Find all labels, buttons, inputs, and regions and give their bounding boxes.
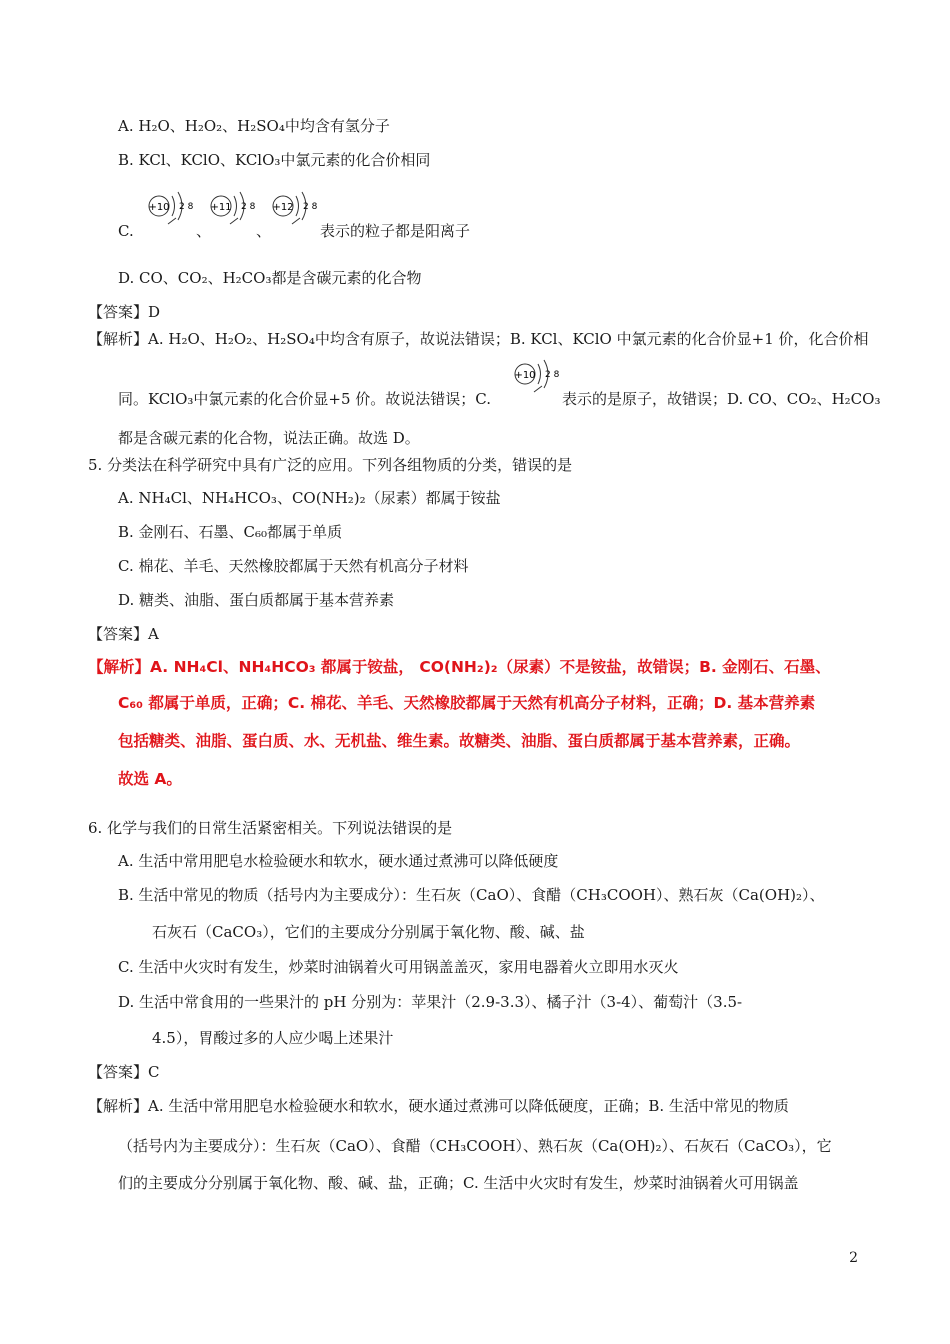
q5-stem: 5. 分类法在科学研究中具有广泛的应用。下列各组物质的分类，错误的是 (88, 456, 573, 474)
q4-explanation-line-3: 都是含碳元素的化合物，说法正确。故选 D。 (118, 429, 420, 447)
q5-explanation-line-4: 故选 A。 (118, 770, 182, 788)
atom-structure-diagram (146, 190, 196, 232)
atom-nucleus-label: +10 (148, 202, 170, 213)
q4-answer: 【答案】D (88, 303, 161, 321)
q6-answer: 【答案】C (88, 1063, 160, 1081)
atom-nucleus-label: +11 (210, 202, 232, 213)
q5-answer: 【答案】A (88, 625, 159, 643)
atom-nucleus-label: +10 (514, 370, 536, 381)
q4-option-c-label: C. (118, 222, 134, 240)
q4-option-c-text: 表示的粒子都是阳离子 (320, 222, 471, 240)
atom-nucleus-label: +12 (272, 202, 294, 213)
q5-option-a: A. NH₄Cl、NH₄HCO₃、CO(NH₂)₂（尿素）都属于铵盐 (118, 489, 501, 507)
q5-explanation-line-1: 【解析】A. NH₄Cl、NH₄HCO₃ 都属于铵盐， CO(NH₂)₂（尿素）不是铵盐，故错误；B. 金刚石、石墨、 (88, 658, 831, 676)
q6-option-d-line-2: 4.5），胃酸过多的人应少喝上述果汁 (152, 1029, 394, 1047)
atom-shell-label: 2 8 (545, 370, 560, 380)
q4-option-c-separator: 、 (256, 222, 272, 240)
atom-shell-label: 2 8 (179, 202, 194, 212)
q6-option-b-line-1: B. 生活中常见的物质（括号内为主要成分）：生石灰（CaO）、食醋（CH₃COOH）、熟石灰（Ca(OH)₂）、 (118, 886, 825, 904)
page-number: 2 (849, 1250, 858, 1266)
q4-option-c-separator: 、 (196, 222, 212, 240)
q6-explanation-line-2: （括号内为主要成分）：生石灰（CaO）、食醋（CH₃COOH）、熟石灰（Ca(OH)₂）、石灰石（CaCO₃），它 (118, 1137, 832, 1155)
q6-option-b-line-2: 石灰石（CaCO₃），它们的主要成分分别属于氧化物、酸、碱、盐 (152, 923, 585, 941)
q4-option-b: B. KCl、KClO、KClO₃中氯元素的化合价相同 (118, 151, 431, 169)
q6-option-c: C. 生活中火灾时有发生，炒菜时油锅着火可用锅盖盖灭，家用电器着火立即用水灭火 (118, 958, 679, 976)
q6-explanation-line-1: 【解析】A. 生活中常用肥皂水检验硬水和软水，硬水通过煮沸可以降低硬度，正确；B. 生活中常见的物质 (88, 1097, 789, 1115)
q5-explanation-line-2: C₆₀ 都属于单质，正确；C. 棉花、羊毛、天然橡胶都属于天然有机高分子材料，正确；D. 基本营养素 (118, 694, 816, 712)
q5-explanation-line-3: 包括糖类、油脂、蛋白质、水、无机盐、维生素。故糖类、油脂、蛋白质都属于基本营养素，正确。 (118, 732, 801, 750)
q4-explanation-line-1: 【解析】A. H₂O、H₂O₂、H₂SO₄中均含有原子，故说法错误；B. KCl、KClO 中氯元素的化合价显+1 价，化合价相 (88, 330, 869, 348)
q6-stem: 6. 化学与我们的日常生活紧密相关。下列说法错误的是 (88, 819, 453, 837)
q6-option-a: A. 生活中常用肥皂水检验硬水和软水，硬水通过煮沸可以降低硬度 (118, 852, 559, 870)
q4-explanation-line-2: 同。KClO₃中氯元素的化合价显+5 价。故说法错误；C. (118, 390, 491, 408)
q6-option-d-line-1: D. 生活中常食用的一些果汁的 pH 分别为：苹果汁（2.9-3.3）、橘子汁（3-4）、葡萄汁（3.5- (118, 993, 743, 1011)
q4-option-d: D. CO、CO₂、H₂CO₃都是含碳元素的化合物 (118, 269, 422, 287)
q5-option-c: C. 棉花、羊毛、天然橡胶都属于天然有机高分子材料 (118, 557, 469, 575)
atom-shell-label: 2 8 (303, 202, 318, 212)
atom-structure-diagram (208, 190, 258, 232)
q4-explanation-line-2b: 表示的是原子，故错误；D. CO、CO₂、H₂CO₃ (562, 390, 881, 408)
atom-shell-label: 2 8 (241, 202, 256, 212)
atom-structure-diagram (270, 190, 320, 232)
q5-option-b: B. 金刚石、石墨、C₆₀都属于单质 (118, 523, 343, 541)
q5-option-d: D. 糖类、油脂、蛋白质都属于基本营养素 (118, 591, 395, 609)
atom-structure-diagram (512, 358, 562, 400)
q6-explanation-line-3: 们的主要成分分别属于氧化物、酸、碱、盐，正确；C. 生活中火灾时有发生，炒菜时油锅着火可用锅盖 (118, 1174, 799, 1192)
q4-option-a: A. H₂O、H₂O₂、H₂SO₄中均含有氢分子 (118, 117, 390, 135)
